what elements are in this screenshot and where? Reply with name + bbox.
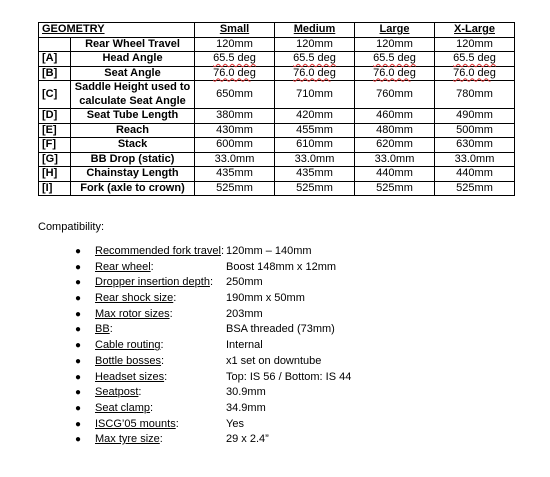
geometry-header-row [39, 23, 515, 38]
compatibility-value: 203mm [226, 307, 263, 320]
geometry-cell: 33.0mm [195, 152, 275, 167]
compatibility-key: Max tyre size: [95, 433, 163, 446]
geometry-cell: 460mm [355, 109, 435, 124]
compatibility-item [75, 307, 495, 323]
geometry-cell: 650mm [195, 81, 275, 109]
compatibility-list [75, 244, 495, 448]
compatibility-value: 190mm x 50mm [226, 292, 305, 305]
compatibility-value: 30.9mm [226, 386, 266, 399]
geometry-row-code: [G] [39, 152, 71, 167]
geometry-cell: 76.0 deg [275, 66, 355, 81]
geometry-row-label: Chainstay Length [71, 167, 195, 182]
compatibility-key: Dropper insertion depth: [95, 276, 214, 289]
geometry-cell: 76.0 deg [195, 66, 275, 81]
geometry-row-label: Seat Tube Length [71, 109, 195, 124]
bullet-icon: ● [75, 402, 82, 414]
size-header-medium: Medium [275, 23, 355, 38]
compatibility-item [75, 275, 495, 291]
geometry-table [38, 22, 515, 196]
geometry-cell: 480mm [355, 123, 435, 138]
geometry-cell: 120mm [275, 37, 355, 52]
geometry-row-code: [B] [39, 66, 71, 81]
geometry-cell: 440mm [435, 167, 515, 182]
geometry-cell: 455mm [275, 123, 355, 138]
geometry-cell: 780mm [435, 81, 515, 109]
geometry-header-title: GEOMETRY [39, 23, 195, 38]
geometry-row-code: [H] [39, 167, 71, 182]
geometry-row-label: Stack [71, 138, 195, 153]
compatibility-key: Headset sizes: [95, 370, 168, 383]
compatibility-key: Cable routing: [95, 339, 164, 352]
geometry-cell: 435mm [195, 167, 275, 182]
compatibility-item [75, 417, 495, 433]
compatibility-item [75, 401, 495, 417]
compatibility-value: 120mm – 140mm [226, 245, 312, 257]
compatibility-value: 250mm [226, 276, 263, 289]
compatibility-title: Compatibility: [38, 221, 105, 233]
compatibility-item [75, 260, 495, 276]
size-header-large: Large [355, 23, 435, 38]
compatibility-item [75, 354, 495, 370]
geometry-cell: 760mm [355, 81, 435, 109]
geometry-cell: 500mm [435, 123, 515, 138]
bullet-icon: ● [75, 434, 82, 446]
bullet-icon: ● [75, 293, 82, 305]
geometry-row [39, 37, 515, 52]
compatibility-item [75, 385, 495, 401]
geometry-cell: 490mm [435, 109, 515, 124]
compatibility-key: ISCG’05 mounts: [95, 417, 179, 430]
compatibility-value: Top: IS 56 / Bottom: IS 44 [226, 370, 352, 383]
compatibility-key: Seat clamp: [95, 401, 154, 414]
compatibility-item [75, 291, 495, 307]
geometry-row-code [39, 37, 71, 52]
geometry-row-code: [F] [39, 138, 71, 153]
compatibility-key: Bottle bosses: [95, 354, 165, 367]
bullet-icon: ● [75, 277, 82, 289]
compatibility-value: Internal [226, 339, 263, 352]
compatibility-key: Seatpost: [95, 386, 142, 399]
geometry-row [39, 81, 515, 109]
geometry-cell: 33.0mm [435, 152, 515, 167]
geometry-row [39, 123, 515, 138]
bullet-icon: ● [75, 261, 82, 273]
geometry-cell: 620mm [355, 138, 435, 153]
geometry-row-code: [A] [39, 52, 71, 67]
compatibility-item [75, 244, 495, 260]
bullet-icon: ● [75, 246, 82, 257]
geometry-cell: 33.0mm [355, 152, 435, 167]
bullet-icon: ● [75, 355, 82, 367]
compatibility-value: 29 x 2.4” [226, 433, 269, 446]
geometry-row [39, 52, 515, 67]
bullet-icon: ● [75, 418, 82, 430]
bullet-icon: ● [75, 308, 82, 320]
geometry-cell: 610mm [275, 138, 355, 153]
geometry-cell: 120mm [195, 37, 275, 52]
geometry-cell: 33.0mm [275, 152, 355, 167]
geometry-row-code: [C] [39, 81, 71, 109]
compatibility-value: BSA threaded (73mm) [226, 323, 335, 336]
geometry-cell: 630mm [435, 138, 515, 153]
geometry-row [39, 167, 515, 182]
geometry-cell: 525mm [195, 181, 275, 196]
compatibility-key: Recommended fork travel: [95, 245, 225, 257]
geometry-cell: 525mm [355, 181, 435, 196]
compatibility-key: Rear wheel: [95, 260, 154, 273]
geometry-cell: 65.5 deg [275, 52, 355, 67]
geometry-row-code: [I] [39, 181, 71, 196]
compatibility-key: Max rotor sizes: [95, 307, 173, 320]
geometry-cell: 76.0 deg [435, 66, 515, 81]
geometry-cell: 120mm [435, 37, 515, 52]
geometry-row [39, 152, 515, 167]
geometry-cell: 120mm [355, 37, 435, 52]
geometry-row [39, 66, 515, 81]
geometry-row-label: Saddle Height used to calculate Seat Angle [71, 81, 195, 109]
geometry-row-code: [D] [39, 109, 71, 124]
geometry-row-label: BB Drop (static) [71, 152, 195, 167]
compatibility-value: 34.9mm [226, 401, 266, 414]
compatibility-key: Rear shock size: [95, 292, 177, 305]
geometry-cell: 710mm [275, 81, 355, 109]
geometry-cell: 65.5 deg [355, 52, 435, 67]
compatibility-value: Boost 148mm x 12mm [226, 260, 337, 273]
compatibility-value: Yes [226, 417, 244, 430]
geometry-row-label: Fork (axle to crown) [71, 181, 195, 196]
geometry-row [39, 181, 515, 196]
geometry-cell: 525mm [435, 181, 515, 196]
bullet-icon: ● [75, 340, 82, 352]
bullet-icon: ● [75, 387, 82, 399]
geometry-cell: 435mm [275, 167, 355, 182]
geometry-row-label: Reach [71, 123, 195, 138]
compatibility-item [75, 338, 495, 354]
geometry-row [39, 138, 515, 153]
compatibility-item [75, 370, 495, 386]
geometry-cell: 430mm [195, 123, 275, 138]
geometry-cell: 420mm [275, 109, 355, 124]
compatibility-value: x1 set on downtube [226, 354, 322, 367]
compatibility-item [75, 432, 495, 448]
geometry-cell: 440mm [355, 167, 435, 182]
geometry-cell: 65.5 deg [435, 52, 515, 67]
size-header-xlarge: X-Large [435, 23, 515, 38]
compatibility-item [75, 322, 495, 338]
size-header-small: Small [195, 23, 275, 38]
geometry-cell: 65.5 deg [195, 52, 275, 67]
compatibility-key: BB: [95, 323, 113, 336]
geometry-cell: 600mm [195, 138, 275, 153]
geometry-cell: 76.0 deg [355, 66, 435, 81]
geometry-row [39, 109, 515, 124]
geometry-row-label: Rear Wheel Travel [71, 37, 195, 52]
geometry-row-label: Seat Angle [71, 66, 195, 81]
bullet-icon: ● [75, 371, 82, 383]
geometry-row-code: [E] [39, 123, 71, 138]
geometry-cell: 380mm [195, 109, 275, 124]
bullet-icon: ● [75, 324, 82, 336]
geometry-cell: 525mm [275, 181, 355, 196]
geometry-row-label: Head Angle [71, 52, 195, 67]
